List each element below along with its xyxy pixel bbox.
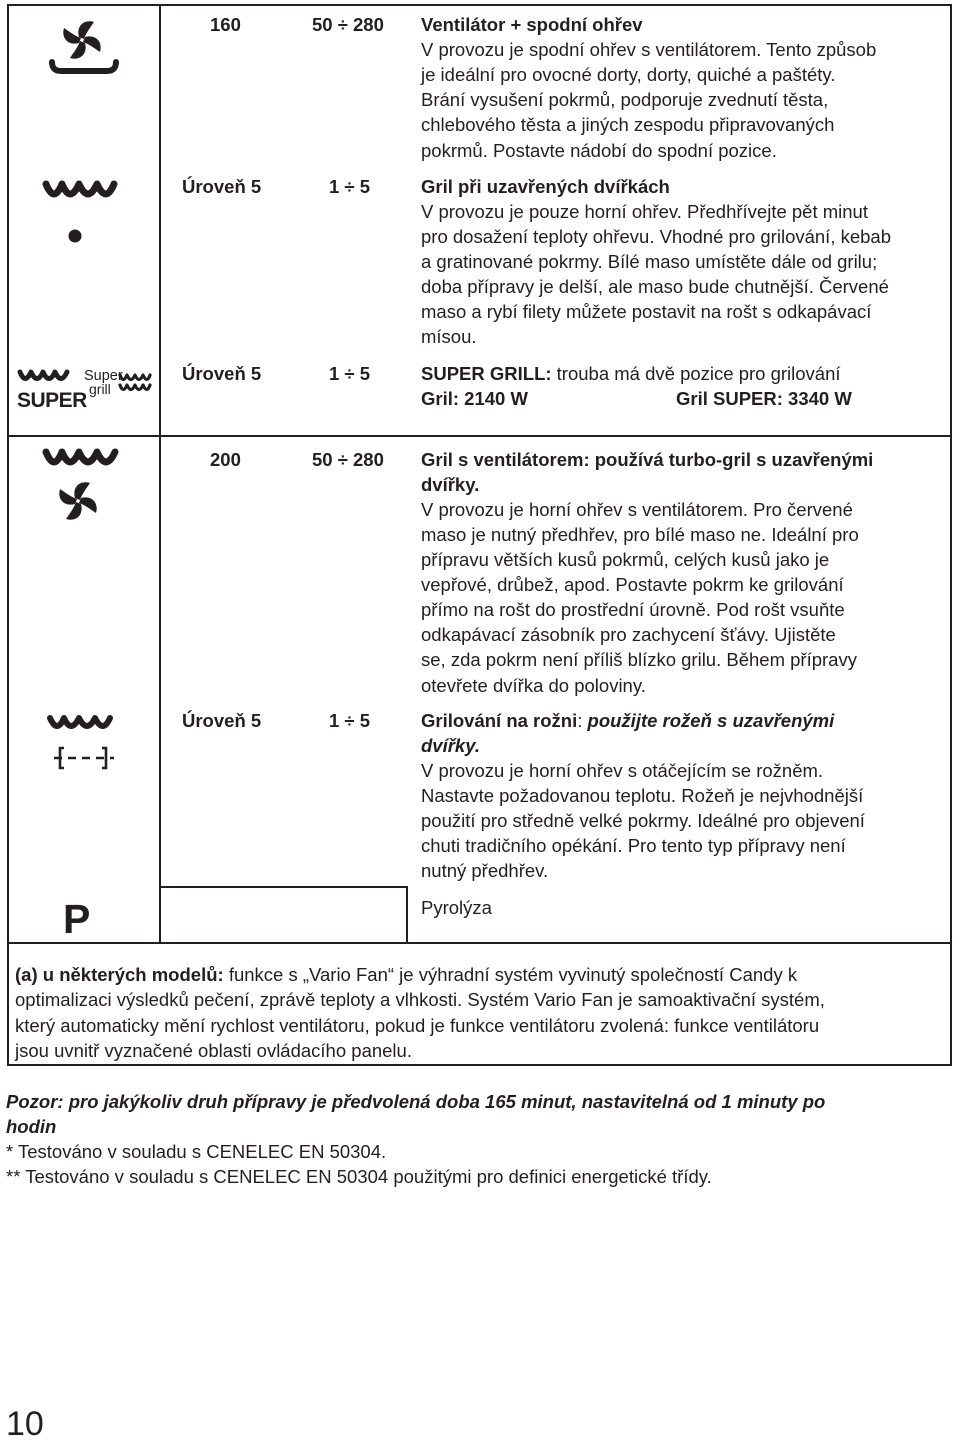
row5-text: použití pro středně velké pokrmy. Ideálné pro objevení — [421, 810, 865, 831]
column-divider — [159, 4, 161, 944]
row6-title: Pyrolýza — [421, 897, 492, 918]
row3-title-rest: trouba má dvě pozice pro grilování — [551, 363, 841, 384]
grill-icon — [42, 178, 120, 248]
row1-text: Brání vysušení pokrmů, podporuje zvednutí těsta, — [421, 89, 829, 110]
super-grill-icon — [117, 372, 153, 396]
row5-text: Nastavte požadovanou teplotu. Rožeň je nejvhodnější — [421, 785, 864, 806]
row2-text: mísou. — [421, 326, 477, 347]
row1-text: je ideální pro ovocné dorty, dorty, quiché a paštéty. — [421, 64, 836, 85]
row4-text: vepřové, drůbež, apod. Postavte pokrm ke grilování — [421, 574, 844, 595]
super-label: SUPER — [17, 389, 87, 412]
test-note: ** Testováno v souladu s CENELEC EN 50304 použitými pro definici energetické třídy. — [6, 1166, 712, 1187]
gril-power: Gril: 2140 W — [421, 388, 528, 409]
row5-title-italic: dvířky. — [421, 735, 480, 756]
row3-range: 1 ÷ 5 — [329, 363, 371, 384]
row3-title-bold: SUPER GRILL: — [421, 363, 552, 384]
note-bold: (a) u některých modelů: — [15, 964, 224, 985]
super-grill-label: grill — [89, 381, 111, 397]
row3-temp: Úroveň 5 — [182, 363, 262, 384]
note-line: optimalizaci výsledků pečení, zprávě teploty a vlhkosti. Systém Vario Fan je samoaktivační systém, — [15, 989, 825, 1011]
rotisserie-icon — [46, 712, 120, 772]
column-divider — [406, 886, 408, 944]
row4-text: přípravu větších kusů pokrmů, celých kusů jako je — [421, 549, 830, 570]
row-divider — [159, 886, 407, 888]
pyrolysis-symbol: P — [63, 896, 91, 942]
row5-text: chuti tradičního opékání. Pro tento typ přípravy není — [421, 835, 846, 856]
row1-temp: 160 — [210, 14, 241, 35]
row2-temp: Úroveň 5 — [182, 176, 262, 197]
row5-temp: Úroveň 5 — [182, 710, 262, 731]
row1-title: Ventilátor + spodní ohřev — [421, 14, 643, 35]
row4-text: V provozu je horní ohřev s ventilátorem. Pro červené — [421, 499, 853, 520]
row5-title — [421, 708, 834, 733]
row5-text: V provozu je horní ohřev s otáčejícím se rožněm. — [421, 760, 824, 781]
vario-fan-note — [15, 962, 935, 1063]
row4-title: Gril s ventilátorem: používá turbo-gril s uzavřenými — [421, 449, 874, 470]
note-rest: funkce s „Vario Fan“ je výhradní systém vyvinutý společností Candy k — [223, 964, 798, 985]
row-divider — [7, 942, 952, 944]
row1-text: pokrmů. Postavte nádobí do spodní pozice. — [421, 140, 777, 161]
row2-text: a gratinované pokrmy. Bílé maso umístěte dále od grilu; — [421, 251, 878, 272]
row1-text: V provozu je spodní ohřev s ventilátorem. Tento způsob — [421, 39, 877, 60]
super-gril-power: Gril SUPER: 3340 W — [676, 388, 852, 409]
row-divider — [7, 435, 952, 437]
warning-text: Pozor: pro jakýkoliv druh přípravy je předvolená doba 165 minut, nastavitelná od 1 minuty po — [6, 1091, 826, 1112]
row4-text: otevřete dvířka do poloviny. — [421, 675, 646, 696]
row2-title: Gril při uzavřených dvířkách — [421, 176, 670, 197]
row4-title: dvířky. — [421, 474, 480, 495]
row4-range: 50 ÷ 280 — [312, 449, 384, 470]
row3-title — [421, 361, 841, 386]
row4-temp: 200 — [210, 449, 241, 470]
super-grill-label: Super — [84, 368, 123, 384]
note-line — [15, 962, 935, 987]
row4-text: odkapávací zásobník pro zachycení šťávy. Ujistěte — [421, 624, 836, 645]
row5-range: 1 ÷ 5 — [329, 710, 371, 731]
row4-text: se, zda pokrm není příliš blízko grilu. Během přípravy — [421, 649, 857, 670]
note-line: jsou uvnitř vyznačené oblasti ovládacího panelu. — [15, 1039, 412, 1061]
page-number: 10 — [6, 1405, 44, 1443]
row1-range: 50 ÷ 280 — [312, 14, 384, 35]
row4-text: přímo na rošt do prostřední úrovně. Pod rošt vsuňte — [421, 599, 845, 620]
row5-title-colon: : — [577, 710, 588, 731]
row2-text: maso a rybí filety můžete postavit na rošt s odkapávací — [421, 301, 872, 322]
row4-text: maso je nutný předhřev, pro bílé maso ne. Ideální pro — [421, 524, 859, 545]
test-note: * Testováno v souladu s CENELEC EN 50304. — [6, 1141, 387, 1162]
row5-title-bold: Grilování na rožni — [421, 710, 578, 731]
row2-text: pro dosažení teploty ohřevu. Vhodné pro grilování, kebab — [421, 226, 892, 247]
row2-text: V provozu je pouze horní ohřev. Předhřívejte pět minut — [421, 201, 868, 222]
grill-fan-icon — [42, 446, 124, 526]
row1-text: chlebového těsta a jiných zespodu připravovaných — [421, 114, 835, 135]
warning-text: hodin — [6, 1116, 57, 1137]
row2-text: doba přípravy je delší, ale maso bude chutnější. Červené — [421, 276, 889, 297]
row5-title-italic: použijte rožeň s uzavřenými — [587, 710, 835, 731]
fan-bottom-heat-icon — [48, 18, 120, 78]
row5-text: nutný předhřev. — [421, 860, 549, 881]
row2-range: 1 ÷ 5 — [329, 176, 371, 197]
note-line: který automaticky mění rychlost ventilátoru, pokud je funkce ventilátoru zvolená: funkce ventilátoru — [15, 1014, 820, 1036]
